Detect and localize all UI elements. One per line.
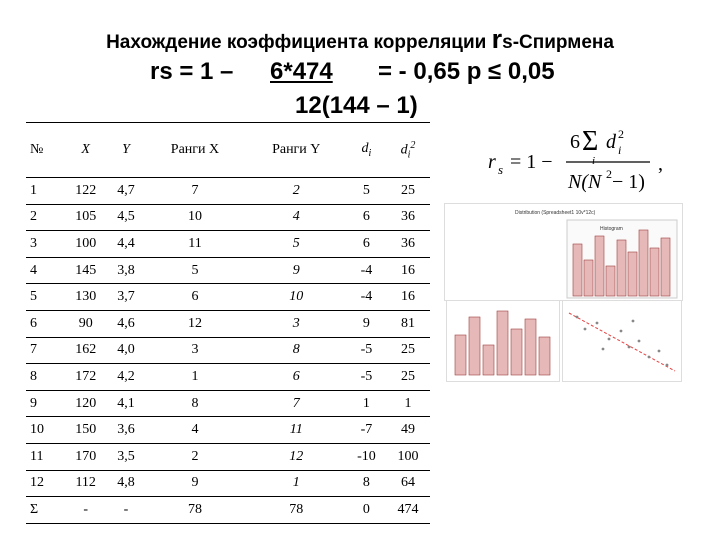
- cell-x: 130: [64, 284, 108, 311]
- small-histogram-thumbnail-plot: [447, 301, 559, 381]
- cell-y: 4,8: [108, 470, 145, 497]
- cell-rank-y: 4: [246, 204, 347, 231]
- cell-x: 122: [64, 178, 108, 205]
- cell-di: 6: [347, 204, 386, 231]
- cell-di: 6: [347, 231, 386, 258]
- histogram-bar: [595, 236, 604, 296]
- cell-di: 1: [347, 390, 386, 417]
- scatter-point: [620, 330, 623, 333]
- cell-rank-y: 3: [246, 310, 347, 337]
- calc-lhs: rs = 1 –: [150, 58, 234, 85]
- histogram-bar: [539, 337, 550, 375]
- scatter-thumbnail-plot: [563, 301, 681, 381]
- histogram-thumbnail-plot: [445, 204, 682, 300]
- cell-di2: 36: [386, 231, 430, 258]
- histogram-inner-title: Histogram: [600, 226, 623, 232]
- cell-rank-x: 10: [144, 204, 245, 231]
- cell-x: 170: [64, 443, 108, 470]
- cell-y: 3,5: [108, 443, 145, 470]
- cell-number: 12: [26, 470, 64, 497]
- scatter-thumbnail: [562, 300, 682, 382]
- cell-rank-x: 3: [144, 337, 245, 364]
- formula-sub-i: i: [618, 143, 622, 157]
- scatter-point: [596, 322, 599, 325]
- cell-di2: 25: [386, 364, 430, 391]
- scatter-point: [632, 320, 635, 323]
- cell-y: 4,7: [108, 178, 145, 205]
- cell-rank-y: 5: [246, 231, 347, 258]
- histogram-thumbnail-title: Distribution (Spreadsheet1 10v*12c): [515, 210, 596, 216]
- cell-y: 4,4: [108, 231, 145, 258]
- cell-number: Σ: [26, 497, 64, 524]
- page-title: Нахождение коэффициента корреляции rs-Спирмена: [106, 24, 614, 54]
- cell-rank-y: 1: [246, 470, 347, 497]
- cell-x: 145: [64, 257, 108, 284]
- cell-rank-y: 9: [246, 257, 347, 284]
- cell-number: 11: [26, 443, 64, 470]
- cell-rank-y: 78: [246, 497, 347, 524]
- table-row: [26, 364, 430, 391]
- cell-rank-x: 4: [144, 417, 245, 444]
- header-di2: $d_i^2$: [386, 123, 430, 178]
- calc-denominator: 12(144 – 1): [295, 92, 418, 119]
- histogram-bar: [650, 248, 659, 296]
- table-row: [26, 231, 430, 258]
- cell-di: -7: [347, 417, 386, 444]
- formula-den-end: − 1): [612, 171, 645, 193]
- cell-rank-x: 11: [144, 231, 245, 258]
- cell-number: 5: [26, 284, 64, 311]
- cell-di2: 64: [386, 470, 430, 497]
- table-row: [26, 337, 430, 364]
- scatter-point: [648, 356, 651, 359]
- cell-x: 112: [64, 470, 108, 497]
- table-row: [26, 257, 430, 284]
- table-row: [26, 390, 430, 417]
- histogram-bar: [606, 266, 615, 296]
- histogram-bar: [497, 311, 508, 375]
- cell-number: 4: [26, 257, 64, 284]
- calc-numerator: 6*474: [270, 58, 333, 85]
- trend-line: [569, 313, 675, 371]
- cell-number: 3: [26, 231, 64, 258]
- cell-number: 9: [26, 390, 64, 417]
- calc-result: = - 0,65 р ≤ 0,05: [378, 58, 555, 85]
- cell-x: -: [64, 497, 108, 524]
- table-row: [26, 284, 430, 311]
- scatter-point: [576, 316, 579, 319]
- cell-rank-x: 1: [144, 364, 245, 391]
- table-row: [26, 310, 430, 337]
- cell-number: 10: [26, 417, 64, 444]
- table-row: [26, 443, 430, 470]
- cell-rank-y: 7: [246, 390, 347, 417]
- cell-y: 4,1: [108, 390, 145, 417]
- cell-y: 4,6: [108, 310, 145, 337]
- cell-rank-y: 6: [246, 364, 347, 391]
- cell-di: 0: [347, 497, 386, 524]
- cell-rank-y: 10: [246, 284, 347, 311]
- header-number: №: [26, 123, 64, 178]
- formula-den-sup: 2: [606, 167, 612, 181]
- table-row: [26, 178, 430, 205]
- histogram-bar: [483, 345, 494, 375]
- cell-y: 3,6: [108, 417, 145, 444]
- table-header-row: [26, 123, 430, 178]
- cell-x: 105: [64, 204, 108, 231]
- spearman-formula: [488, 118, 678, 198]
- header-di: $d_i$: [347, 123, 386, 178]
- cell-x: 90: [64, 310, 108, 337]
- scatter-point: [666, 364, 669, 367]
- scatter-point: [658, 350, 661, 353]
- cell-number: 6: [26, 310, 64, 337]
- cell-di2: 16: [386, 284, 430, 311]
- histogram-bar: [573, 244, 582, 296]
- cell-di2: 25: [386, 337, 430, 364]
- cell-rank-x: 5: [144, 257, 245, 284]
- cell-di2: 25: [386, 178, 430, 205]
- table-row: [26, 470, 430, 497]
- header-y: Y: [108, 123, 145, 178]
- cell-di: -5: [347, 337, 386, 364]
- histogram-bar: [525, 319, 536, 375]
- histogram-bar: [639, 230, 648, 296]
- formula-sigma-i: i: [592, 155, 596, 167]
- cell-y: 3,8: [108, 257, 145, 284]
- cell-di: 5: [347, 178, 386, 205]
- formula-sub-s: s: [498, 162, 504, 177]
- header-rank-x: Ранги X: [144, 123, 245, 178]
- formula-comma: ,: [658, 153, 663, 175]
- formula-r: r: [488, 151, 496, 173]
- cell-di: -4: [347, 284, 386, 311]
- cell-rank-y: 11: [246, 417, 347, 444]
- small-histogram-thumbnail: [446, 300, 560, 382]
- cell-di: -5: [347, 364, 386, 391]
- header-rank-y: Ранги Y: [246, 123, 347, 178]
- cell-di2: 16: [386, 257, 430, 284]
- cell-di2: 81: [386, 310, 430, 337]
- cell-rank-x: 2: [144, 443, 245, 470]
- cell-rank-x: 12: [144, 310, 245, 337]
- histogram-bar: [455, 335, 466, 375]
- histogram-thumbnail: [444, 203, 683, 301]
- cell-di: -4: [347, 257, 386, 284]
- table-row: [26, 497, 430, 524]
- cell-rank-x: 7: [144, 178, 245, 205]
- cell-rank-x: 8: [144, 390, 245, 417]
- header-x: X: [64, 123, 108, 178]
- cell-di: 8: [347, 470, 386, 497]
- formula-den: N(N: [568, 171, 602, 193]
- rank-table: [26, 122, 430, 524]
- histogram-bar: [511, 329, 522, 375]
- formula-sup-2: 2: [618, 127, 624, 141]
- cell-di2: 474: [386, 497, 430, 524]
- cell-rank-x: 6: [144, 284, 245, 311]
- cell-number: 1: [26, 178, 64, 205]
- cell-x: 100: [64, 231, 108, 258]
- scatter-point: [608, 338, 611, 341]
- cell-y: 4,0: [108, 337, 145, 364]
- formula-sigma: Σ: [582, 126, 599, 157]
- formula-d: d: [606, 131, 616, 153]
- scatter-point: [638, 340, 641, 343]
- cell-y: 4,2: [108, 364, 145, 391]
- cell-rank-x: 78: [144, 497, 245, 524]
- cell-rank-y: 2: [246, 178, 347, 205]
- cell-y: -: [108, 497, 145, 524]
- histogram-bar: [469, 317, 480, 375]
- cell-di: -10: [347, 443, 386, 470]
- scatter-point: [602, 348, 605, 351]
- cell-x: 172: [64, 364, 108, 391]
- cell-number: 7: [26, 337, 64, 364]
- table-row: [26, 204, 430, 231]
- cell-number: 2: [26, 204, 64, 231]
- scatter-point: [584, 328, 587, 331]
- histogram-bar: [628, 252, 637, 296]
- cell-number: 8: [26, 364, 64, 391]
- formula-eq: = 1 −: [510, 151, 553, 173]
- cell-di2: 36: [386, 204, 430, 231]
- cell-di2: 49: [386, 417, 430, 444]
- formula-six: 6: [570, 131, 580, 153]
- scatter-point: [628, 346, 631, 349]
- cell-di2: 100: [386, 443, 430, 470]
- histogram-bar: [617, 240, 626, 296]
- cell-rank-y: 12: [246, 443, 347, 470]
- cell-di2: 1: [386, 390, 430, 417]
- cell-rank-y: 8: [246, 337, 347, 364]
- cell-x: 120: [64, 390, 108, 417]
- cell-y: 3,7: [108, 284, 145, 311]
- histogram-bar: [661, 238, 670, 296]
- cell-x: 162: [64, 337, 108, 364]
- cell-di: 9: [347, 310, 386, 337]
- cell-y: 4,5: [108, 204, 145, 231]
- cell-x: 150: [64, 417, 108, 444]
- histogram-bar: [584, 260, 593, 296]
- cell-rank-x: 9: [144, 470, 245, 497]
- table-row: [26, 417, 430, 444]
